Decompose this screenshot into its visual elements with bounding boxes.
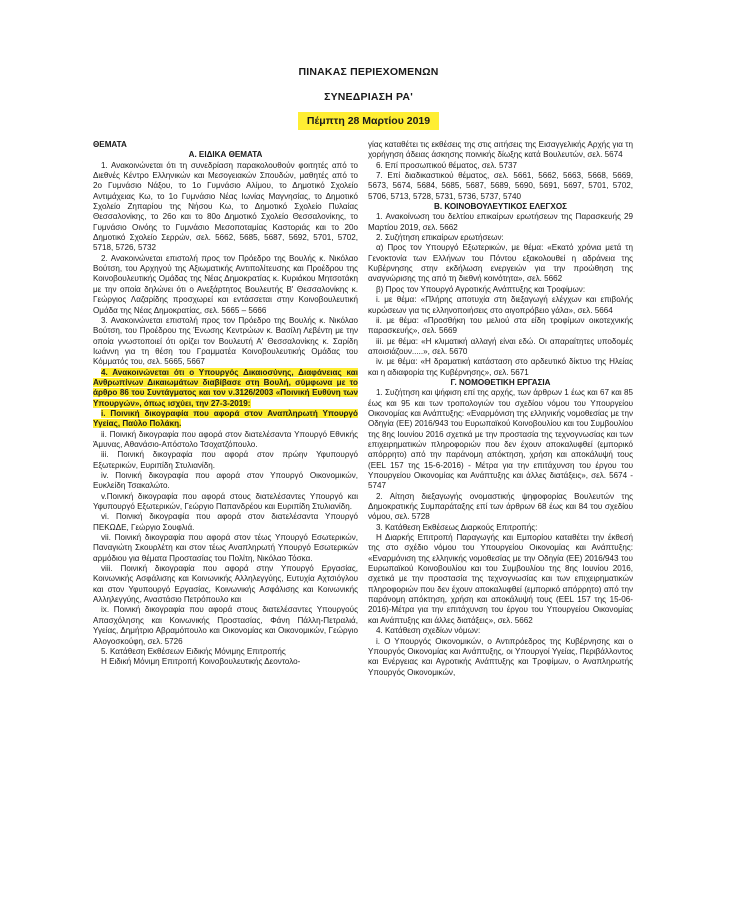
paragraph-1: 1. Ανακοινώνεται ότι τη συνεδρίαση παρακολουθούν φοιτητές από το Διεθνές Κέντρο Ελληνικών και Μεσογειακών Σπουδών, μαθητές από το 2ο Γυμνάσιο Νάξου, το 1ο Γυμνάσιο Αλίμου, το Δημοτικό Σχολείο Αντιμάχειας Κω, το 1ο Γυμνάσιο Νέας Ιωνίας Μαγνησίας, το Δημοτικό Σχολείο Ζηπαρίου της Νήσου Κω, το Δημοτικό Σχολείο Πυλαίας Θεσσαλονίκης, το 26ο και το 80ο Δημοτικό Σχολείο Θεσσαλονίκης, το Γυμνάσιο Οινόης το Γυμνάσιο Μεσοποταμίας Καστοριάς και το 20ο Δημοτικό Σχολείο Σερρών, σελ. 5662, 5685, 5687, 5692, 5701, 5702, 5718, 5726, 5732 (93, 160, 358, 253)
highlight-paragraph-4: 4. Ανακοινώνεται ότι ο Υπουργός Δικαιοσύνης, Διαφάνειας και Ανθρωπίνων Δικαιωμάτων διαβίβασε στη Βουλή, σύμφωνα με το άρθρο 86 του Συντάγματος και τον ν.3126/2003 «Ποινική Ευθύνη των Υπουργών», όπως ισχύει, την 27-3-2019: (93, 367, 358, 408)
paragraph-c2: 2. Αίτηση διεξαγωγής ονομαστικής ψηφοφορίας Βουλευτών της Δημοκρατικής Συμπαράταξης επί των άρθρων 68 έως και 84 του σχεδίου νόμου, σελ. 5728 (368, 491, 633, 522)
paragraph-b2-b-iii: iii. με θέμα: «Η κλιματική αλλαγή είναι εδώ. Οι απαραίτητες υποδομές αποισιάζουν.....», σελ. 5670 (368, 336, 633, 356)
paragraph-c4: 4. Κατάθεση σχεδίων νόμων: (376, 626, 481, 636)
paragraph-c3: 3. Κατάθεση Εκθέσεως Διαρκούς Επιτροπής: (376, 522, 538, 532)
section-c-heading: Γ. ΝΟΜΟΘΕΤΙΚΗ ΕΡΓΑΣΙΑ (450, 377, 551, 387)
paragraph-4-viii: viii. Ποινική δικογραφία που αφορά στην Υπουργό Εργασίας, Κοινωνικής Ασφάλισης και Κοινωνικής Αλληλεγγύης, Ευτυχία Αχτσιόγλου και στον Υφυπουργό Εργασίας, Κοινωνικής Ασφάλισης και Κοινωνικής Αλληλεγγύης, Αναστάσιο Πετρόπουλο και (93, 564, 358, 605)
paragraph-5-continued: γίας καταθέτει τις εκθέσεις της στις αιτήσεις της Εισαγγελικής Αρχής για τη χορήγηση άδειας άσκησης ποινικής δίωξης κατά Βουλευτών, σελ. 5674 (368, 140, 633, 160)
paragraph-c3-a: Η Διαρκής Επιτροπή Παραγωγής και Εμπορίου καταθέτει την έκθεσή της στο σχέδιο νόμου του Υπουργείου Οικονομίας και Ανάπτυξης: «Εναρμόνιση της ελληνικής νομοθεσίας με την Οδηγία (ΕΕ) 2016/943 του Ευρωπαϊκού Κοινοβουλίου και του Συμβουλίου της 8ης Ιουνίου 2016, σχετικά με την προστασία της τεχνογνωσίας και των επιχειρηματικών πληροφοριών που δεν έχουν αποκαλυφθεί (εμπορικό απόρρητο) από την παράνομη απόκτηση, χρήση και αποκάλυψή τους (ΕΕL 157 της 15-06-2016)-Μέτρα για την επιτάχυνση του έργου του Υπουργείου Οικονομίας και Ανάπτυξης και άλλες διατάξεις», σελ. 5662 (368, 533, 633, 625)
paragraph-b1: 1. Ανακοίνωση του δελτίου επικαίρων ερωτήσεων της Παρασκευής 29 Μαρτίου 2019, σελ. 5662 (368, 212, 633, 232)
paragraph-6: 6. Επί προσωπικού θέματος, σελ. 5737 (376, 160, 518, 170)
paragraph-4-i-highlighted (93, 409, 358, 430)
right-column (368, 140, 633, 678)
paragraph-5: 5. Κατάθεση Εκθέσεων Ειδικής Μόνιμης Επιτροπής (101, 646, 286, 656)
paragraph-b2: 2. Συζήτηση επικαίρων ερωτήσεων: (376, 233, 504, 243)
paragraph-4-vi: vi. Ποινική δικογραφία που αφορά στον διατελέσαντα Υπουργό ΠΕΚΩΔΕ, Γεώργιο Σουφλιά. (93, 512, 358, 532)
paragraph-b2-a: α) Προς τον Υπουργό Εξωτερικών, με θέμα: «Εκατό χρόνια μετά τη Γενοκτονία των Ελλήνων του Πόντου εξακολουθεί η αδράνεια της Κυβέρνησης στην εκδήλωση ενεργειών για την προώθηση της αναγνώρισης της από τη διεθνή κοινότητα», σελ. 5662 (368, 243, 633, 284)
paragraph-c4-i: i. Ο Υπουργός Οικονομικών, ο Αντιπρόεδρος της Κυβέρνησης και ο Υπουργός Οικονομίας και Ανάπτυξης, οι Υπουργοί Υγείας, Περιβάλλοντος και Ενέργειας και Αγροτικής Ανάπτυξης και Τροφίμων, ο Αναπληρωτής Υπουργός Οικονομικών, (368, 636, 633, 677)
section-b-heading: Β. ΚΟΙΝΟΒΟΥΛΕΥΤΙΚΟΣ ΕΛΕΓΧΟΣ (434, 202, 567, 212)
paragraph-b2-b-ii: ii. με θέμα: «Προσθήκη του μελιού στα είδη τροφίμων οικοτεχνικής παρασκευής», σελ. 5669 (368, 315, 633, 336)
section-a-heading: Α. ΕΙΔΙΚΑ ΘΕΜΑΤΑ (188, 150, 263, 160)
paragraph-4-iv: iv. Ποινική δικογραφία που αφορά στον Υπουργό Οικονομικών, Ευκλείδη Τσακαλώτο. (93, 471, 358, 491)
highlight-paragraph-4-i: i. Ποινική δικογραφία που αφορά στον Αναπληρωτή Υπουργό Υγείας, Παύλο Πολάκη. (93, 408, 358, 429)
paragraph-5-text: Η Ειδική Μόνιμη Επιτροπή Κοινοβουλευτικής Δεοντολο- (101, 657, 301, 667)
paragraph-7: 7. Επί διαδικαστικού θέματος, σελ. 5661, 5662, 5663, 5668, 5669, 5673, 5674, 5684, 5685, 5687, 5689, 5690, 5691, 5697, 5701, 5702, 5706, 5713, 5728, 5731, 5736, 5737, 5740 (368, 171, 633, 201)
paragraph-4-ix: ix. Ποινική δικογραφία που αφορά στους διατελέσαντες Υπουργούς Απασχόλησης και Κοινωνικής Προστασίας, Φάνη Πάλλη-Πετραλιά, Υγείας, Δημήτριο Αβραμόπουλο και Οικονομίας και Οικονομικών, Γεώργιο Αλογοσκούφη, σελ. 5726 (93, 605, 358, 646)
session-date-wrapper (0, 111, 737, 130)
session-date-highlighted: Πέμπτη 28 Μαρτίου 2019 (298, 112, 439, 130)
paragraph-b2-b-iv: iv. με θέμα: «Η δραματική κατάσταση στο αρδευτικό δίκτυο της Ηλείας και η αδιαφορία της Κυβέρνησης», σελ. 5671 (368, 357, 633, 377)
paragraph-b2-b: β) Προς τον Υπουργό Αγροτικής Ανάπτυξης και Τροφίμων: (376, 284, 586, 294)
paragraph-2: 2. Ανακοινώνεται επιστολή προς τον Πρόεδρο της Βουλής κ. Νικόλαο Βούτση, του Αρχηγού της Αξιωματικής Αντιπολίτευσης και Προέδρου της Κοινοβουλευτικής Ομάδας της Νέας Δημοκρατίας κ. Κυριάκου Μητσοτάκη με την οποία δηλώνει ότι ο Ανεξάρτητος Βουλευτής Β' Θεσσαλονίκης κ. Γεώργιος Λαζαρίδης προσχωρεί και εντάσσεται στην Κοινοβουλευτική Ομάδα της Νέας Δημοκρατίας, σελ. 5665 – 5666 (93, 253, 358, 315)
paragraph-4-iii: iii. Ποινική δικογραφία που αφορά στον πρώην Υφυπουργό Εξωτερικών, Ευριπίδη Στυλιανίδη. (93, 450, 358, 470)
paragraph-c1: 1. Συζήτηση και ψήφιση επί της αρχής, των άρθρων 1 έως και 67 και 85 έως και 95 και των τροπολογιών του σχεδίου νόμου του Υπουργείου Οικονομίας και Ανάπτυξης: «Εναρμόνιση της ελληνικής νομοθεσίας με την Οδηγία (ΕΕ) 2016/943 του Ευρωπαϊκού Κοινοβουλίου και του Συμβουλίου της 8ης Ιουνίου 2016 σχετικά με την προστασία της τεχνογνωσίας και των επιχειρηματικών πληροφοριών που δεν έχουν αποκαλυφθεί (εμπορικό απόρρητο) από την παράνομη απόκτηση, χρήση και αποκάλυψή τους (ΕΕL 157 της 15-6-2016) - Μέτρα για την επιτάχυνση του έργου του Υπουργείου Οικονομίας και Ανάπτυξης και άλλες διατάξεις», σελ. 5674 - 5747 (368, 388, 633, 491)
paragraph-3: 3. Ανακοινώνεται επιστολή προς τον Πρόεδρο της Βουλής κ. Νικόλαο Βούτση, του Προέδρου της Ένωσης Κεντρώων κ. Βασίλη Λεβέντη με την οποία γνωστοποιεί ότι ορίζει τον Βουλευτή Α' Θεσσαλονίκης κ. Σαρίδη Ιωάννη για τη θέση του Γραμματέα Κοινοβουλευτικής Ομάδας του Κόμματός του, σελ. 5665, 5667 (93, 315, 358, 367)
session-title: ΣΥΝΕΔΡΙΑΣΗ ΡΑ' (324, 91, 413, 103)
paragraph-4-v: v.Ποινική δικογραφία που αφορά στους διατελέσαντες Υπουργό και Υφυπουργό Εξωτερικών, Γεώργιο Παπανδρέου και Ευριπίδη Στυλιανίδη. (93, 491, 358, 512)
left-column (93, 140, 358, 668)
document-title: ΠΙΝΑΚΑΣ ΠΕΡΙΕΧΟΜΕΝΩΝ (298, 66, 439, 78)
paragraph-4-highlighted (93, 368, 358, 409)
topics-heading: ΘΕΜΑΤΑ (93, 140, 127, 149)
paragraph-4-vii: vii. Ποινική δικογραφία που αφορά στον τέως Υπουργό Εσωτερικών, Παναγιώτη Σκουρλέτη και στον τέως Αναπληρωτή Υπουργό Εσωτερικών αρμόδιου για θέματα Προστασίας του Πολίτη, Νικόλαο Τόσκα. (93, 533, 358, 563)
paragraph-4-ii: ii. Ποινική δικογραφία που αφορά στον διατελέσαντα Υπουργό Εθνικής Άμυνας, Αθανάσιο-Απόστολο Τσοχατζόπουλο. (93, 429, 358, 449)
paragraph-b2-b-i: i. με θέμα: «Πλήρης αποτυχία στη διεξαγωγή ελέγχων και επιβολής κυρώσεων για τις ελληνοποιήσεις στο αιγοπρόβειο γάλα», σελ. 5664 (368, 295, 633, 315)
